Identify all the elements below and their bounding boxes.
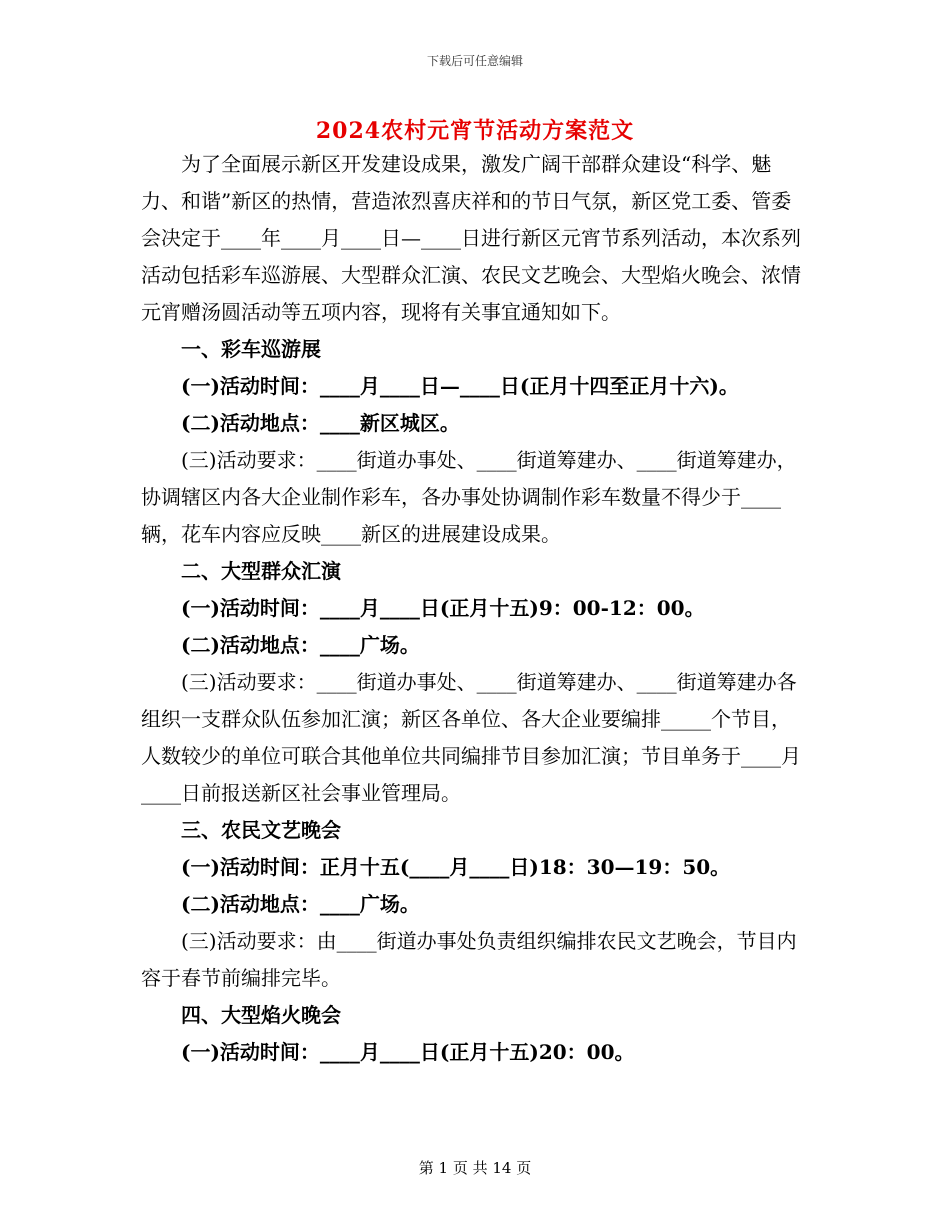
page-footer: 第 1 页 共 14 页 xyxy=(418,1159,532,1177)
section-heading-3: 三、农民文艺晚会 xyxy=(181,818,341,842)
section-1-location: (二)活动地点：____新区城区。 xyxy=(181,411,460,435)
document-title: 2024农村元宵节活动方案范文 xyxy=(315,118,635,144)
document-body xyxy=(141,146,809,1071)
section-1-requirements: (三)活动要求：____街道办事处、____街道筹建办、____街道筹建办，协调辖区内各大企业制作彩车，各办事处协调制作彩车数量不得少于____辆，花车内容应反映____新区的进展建设成果。 xyxy=(141,448,797,546)
section-heading-4: 四、大型焰火晚会 xyxy=(181,1003,341,1027)
section-3-location: (二)活动地点：____广场。 xyxy=(181,892,420,916)
section-4-time: (一)活动时间：____月____日(正月十五)20：00。 xyxy=(181,1040,635,1064)
section-2-location: (二)活动地点：____广场。 xyxy=(181,633,420,657)
section-heading-2: 二、大型群众汇演 xyxy=(181,559,341,583)
section-3-time: (一)活动时间：正月十五(____月____日)18：30—19：50。 xyxy=(181,855,731,879)
section-1-time: (一)活动时间：____月____日—____日(正月十四至正月十六)。 xyxy=(181,374,739,398)
section-2-requirements: (三)活动要求：____街道办事处、____街道筹建办、____街道筹建办各组织一支群众队伍参加汇演；新区各单位、各大企业要编排_____个节目，人数较少的单位可联合其他单位共同编排节目参加汇演；节目单务于____月____日前报送新区社会事业管理局。 xyxy=(141,670,801,805)
section-2-time: (一)活动时间：____月____日(正月十五)9：00-12：00。 xyxy=(181,596,705,620)
section-heading-1: 一、彩车巡游展 xyxy=(181,337,321,361)
intro-paragraph: 为了全面展示新区开发建设成果，激发广阔干部群众建设“科学、魅力、和谐”新区的热情，营造浓烈喜庆祥和的节日气氛，新区党工委、管委会决定于____年____月____日—____日进行新区元宵节系列活动，本次系列活动包括彩车巡游展、大型群众汇演、农民文艺晚会、大型焰火晚会、浓情元宵赠汤圆活动等五项内容，现将有关事宜通知如下。 xyxy=(141,152,801,324)
section-3-requirements: (三)活动要求：由____街道办事处负责组织编排农民文艺晚会，节目内容于春节前编排完毕。 xyxy=(141,929,797,990)
header-note: 下载后可任意编辑 xyxy=(426,54,523,68)
